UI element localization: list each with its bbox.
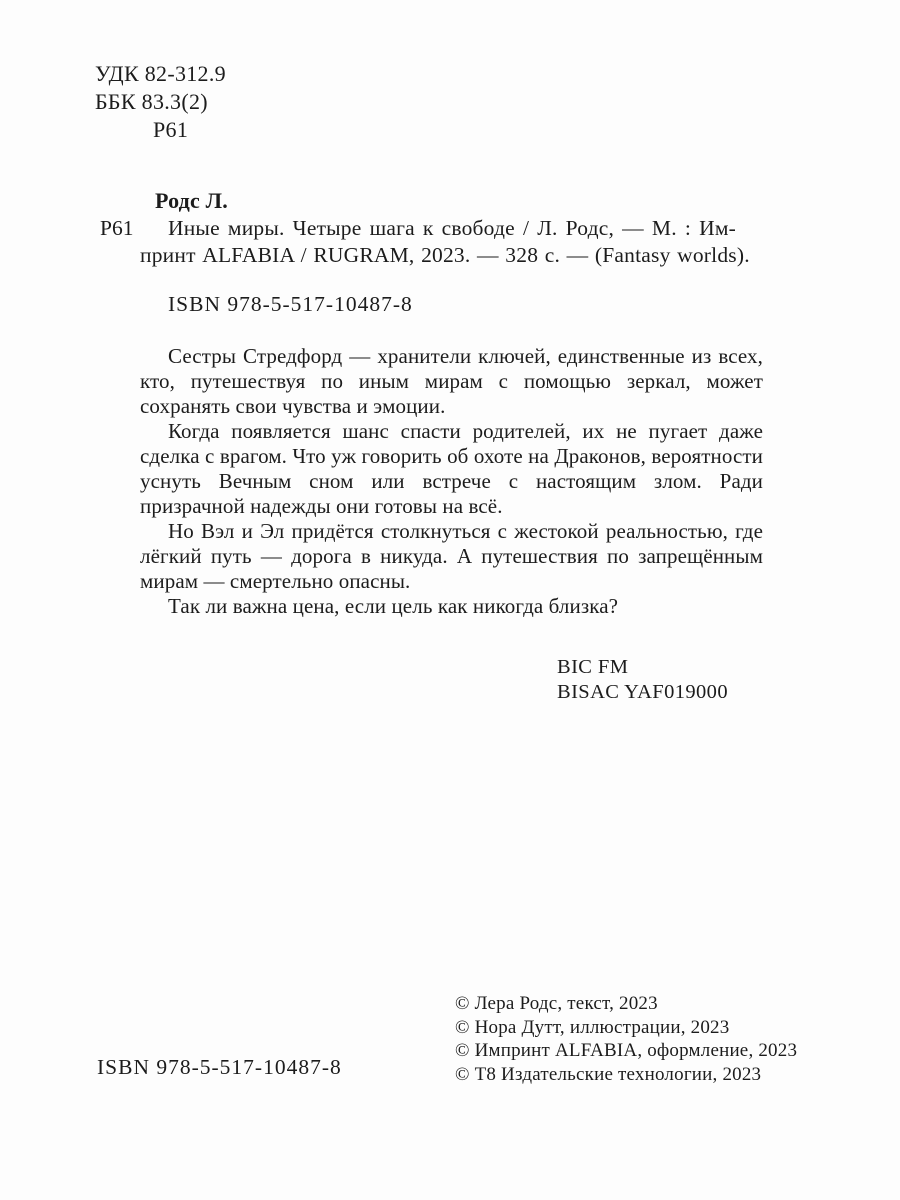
classification-block bbox=[95, 60, 226, 144]
annotation-paragraph-3: Но Вэл и Эл придётся столкнуться с жестокой реальностью, где лёгкий путь — дорога в никуда. А путешествия по запрещённым мирам — смертельно опасны. bbox=[140, 519, 763, 593]
copyright-line-publisher: © Т8 Издательские технологии, 2023 bbox=[455, 1063, 762, 1085]
author-sign-code: Р61 bbox=[153, 117, 189, 142]
bib-record-line1: Иные миры. Четыре шага к свободе / Л. Родс, — М. : Им- bbox=[168, 216, 737, 240]
copyright-line-illustrations: © Нора Дутт, иллюстрации, 2023 bbox=[455, 1016, 730, 1038]
copyright-block bbox=[455, 992, 797, 1086]
annotation-paragraph-4: Так ли важна цена, если цель как никогда близка? bbox=[168, 594, 619, 618]
annotation-paragraph-2: Когда появляется шанс спасти родителей, их не пугает даже сделка с врагом. Что уж говорить об охоте на Драконов, вероятности уснуть Вечным сном или встрече с настоящим злом. Ради призрачной надежды они готовы на всё. bbox=[140, 419, 763, 518]
bic-code: BIC FM bbox=[557, 656, 629, 678]
bib-margin-code: Р61 bbox=[100, 216, 134, 240]
bbk-code: ББК 83.3(2) bbox=[95, 89, 208, 114]
isbn-top: ISBN 978-5-517-10487-8 bbox=[168, 292, 413, 316]
annotation-block bbox=[140, 344, 763, 619]
udk-code: УДК 82-312.9 bbox=[95, 61, 226, 86]
copyright-line-text: © Лера Родс, текст, 2023 bbox=[455, 993, 658, 1014]
bib-author: Родс Л. bbox=[155, 188, 228, 213]
trade-codes-block bbox=[557, 655, 728, 705]
bib-record-line2: принт ALFABIA / RUGRAM, 2023. — 328 с. — (Fantasy worlds). bbox=[140, 243, 750, 267]
isbn-bottom: ISBN 978-5-517-10487-8 bbox=[97, 1055, 342, 1079]
bisac-code: BISAC YAF019000 bbox=[557, 681, 728, 703]
annotation-paragraph-1: Сестры Стредфорд — хранители ключей, единственные из всех, кто, путешествуя по иным мирам с помощью зеркал, может сохранять свои чувства и эмоции. bbox=[140, 344, 763, 418]
copyright-line-design: © Импринт ALFABIA, оформление, 2023 bbox=[455, 1040, 798, 1061]
